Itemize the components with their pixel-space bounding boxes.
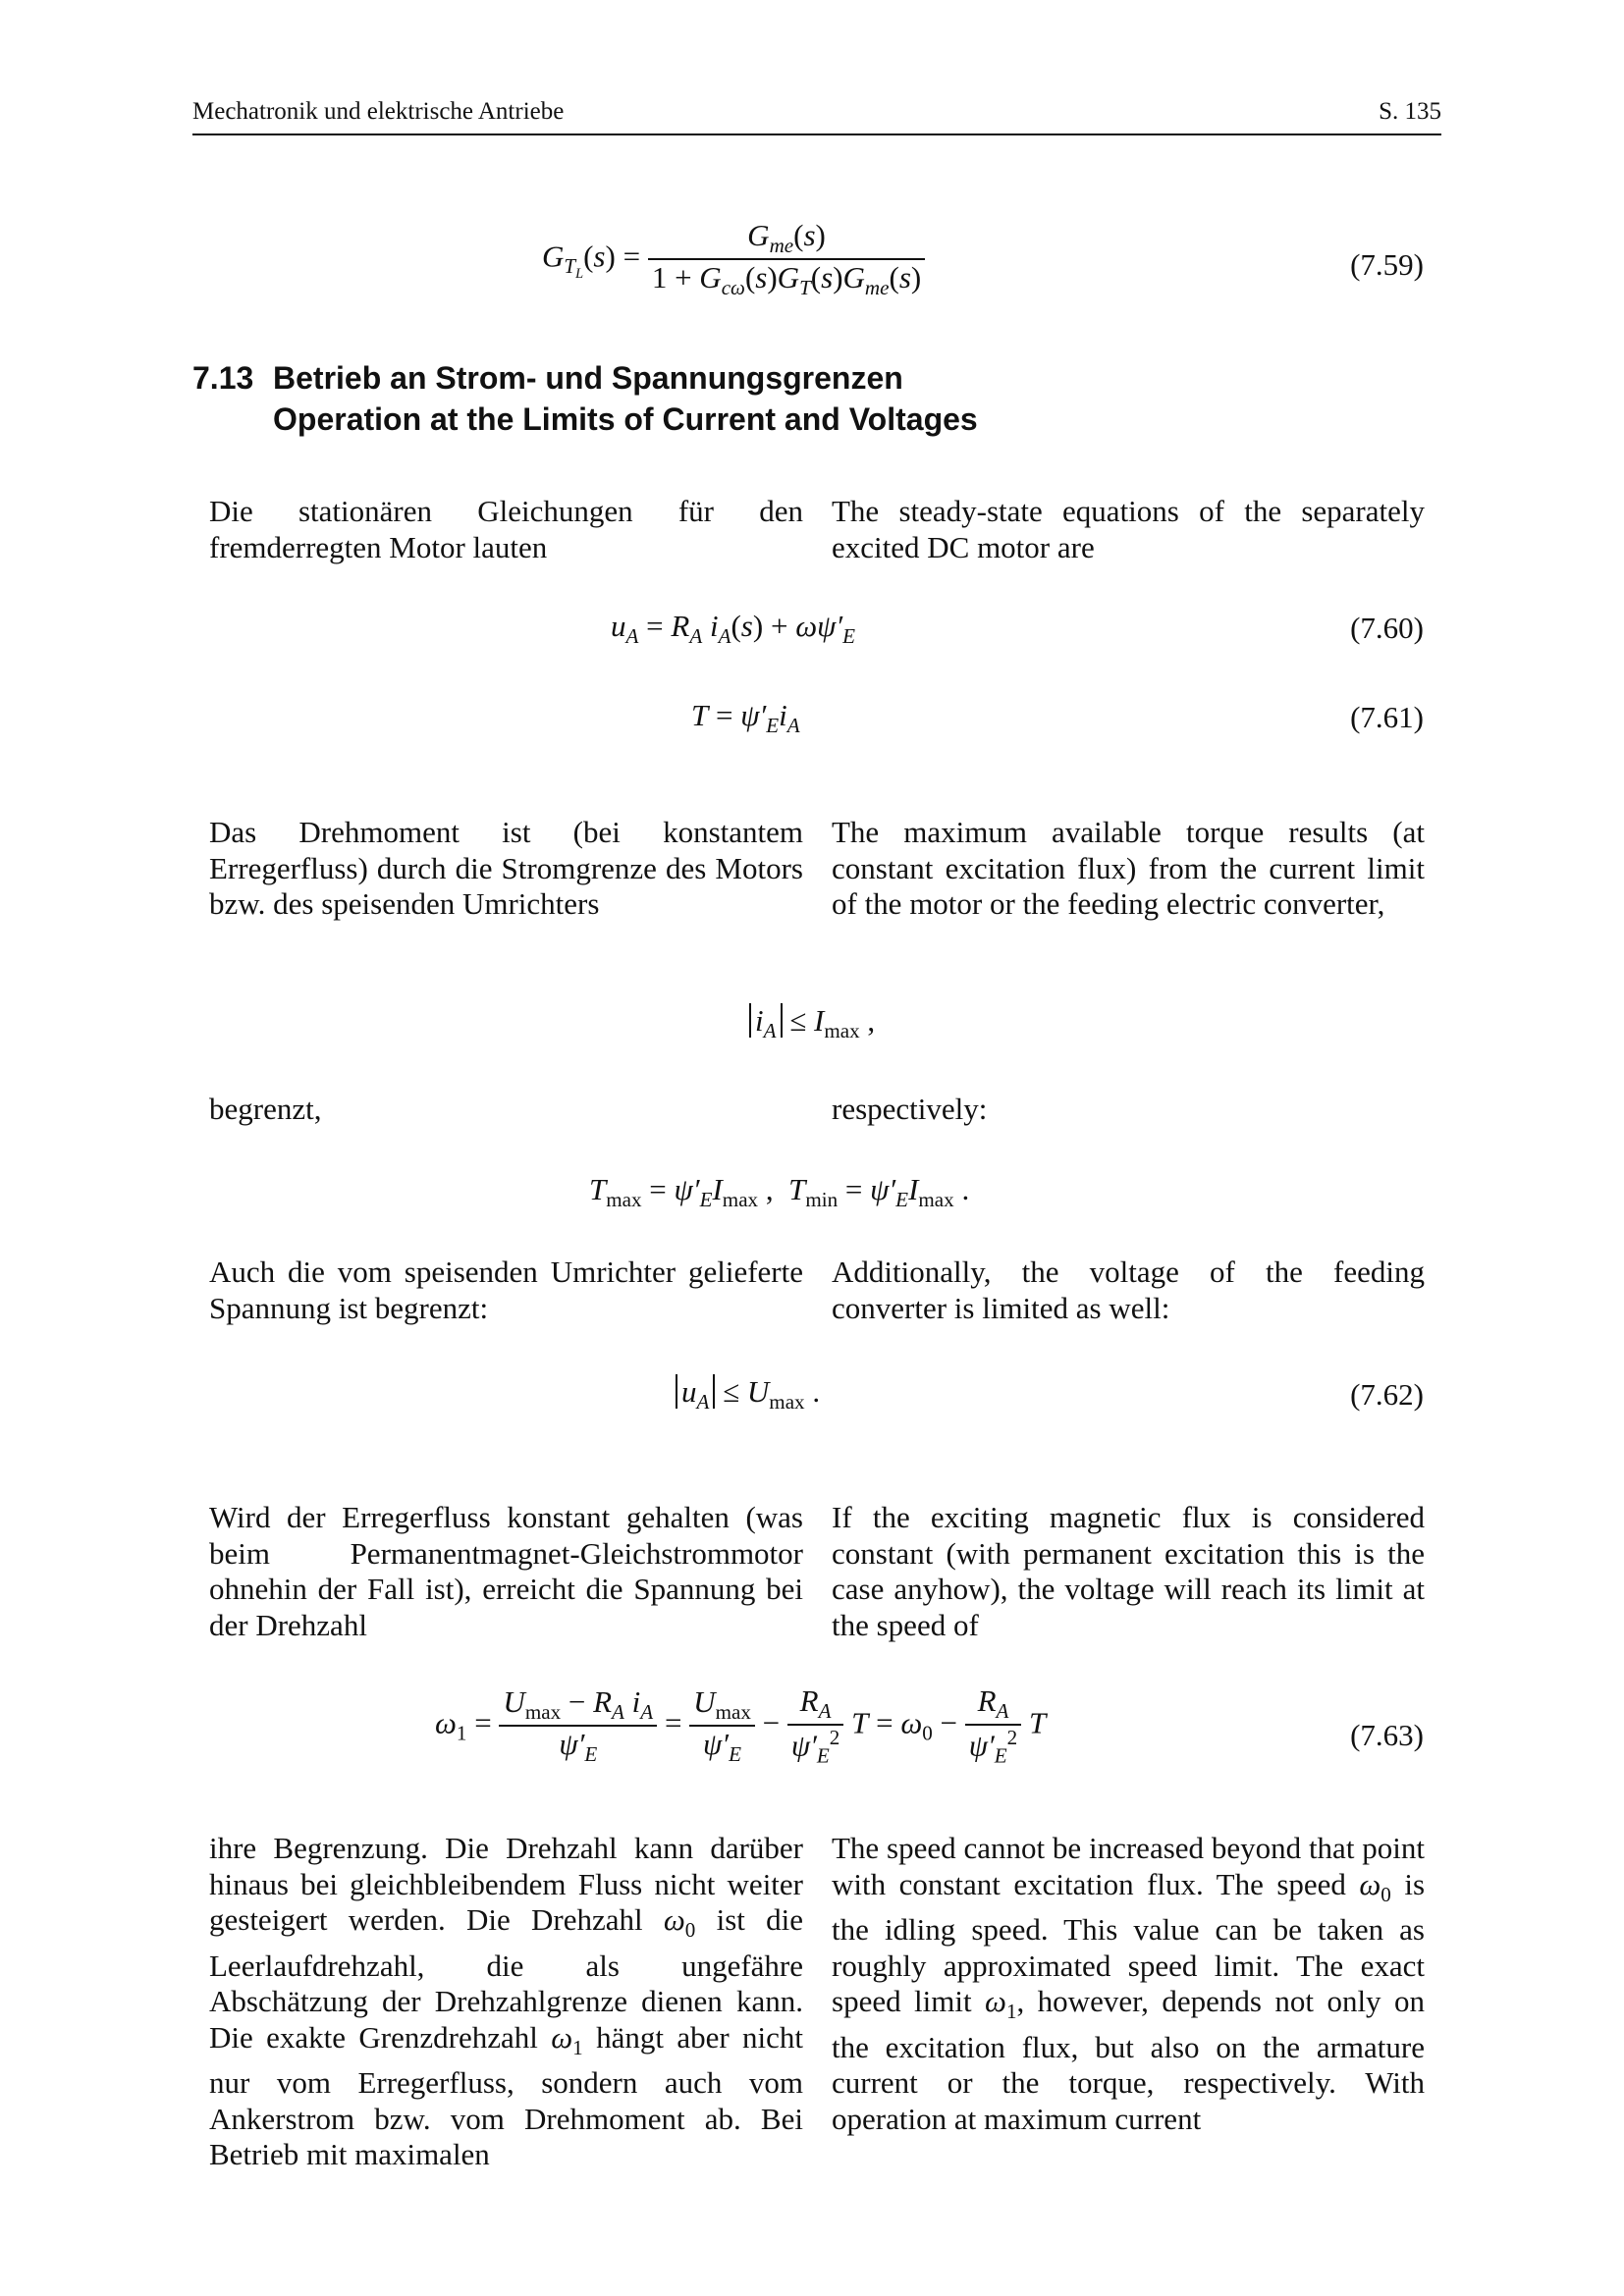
page-number: S. 135 bbox=[1379, 98, 1441, 125]
section-number: 7.13 bbox=[192, 360, 254, 396]
paragraph-en-6-part-b: is the idling speed. This value can be taken as roughly approximated speed limit. The exact speed limit bbox=[832, 1866, 1426, 2019]
section-title-de: Betrieb an Strom- und Spannungsgrenzen bbox=[273, 360, 903, 396]
section-title-en: Operation at the Limits of Current and Voltages bbox=[273, 401, 978, 437]
paragraph-de-6-part-b: ist die Leerlaufdrehzahl, die als ungefähre Abschätzung der Drehzahlgrenze dienen kann. Die exakte Grenzdrehzahl bbox=[209, 1902, 804, 2055]
paragraph-en-6-part-c: , however, depends not only on the excitation flux, but also on the armature current or the torque, respectively. With operation at maximum current bbox=[832, 1984, 1426, 2136]
paragraph-en-6-part-a: The speed cannot be increased beyond that point with constant excitation flux. The speed bbox=[832, 1831, 1425, 1901]
equation-7-59: $G_{T_L}(s)$ = $\frac{G_{me}(s)}{1 + G_{c\omega}(s)G_T(s)G_{me}(s)}$ bbox=[542, 218, 925, 300]
paragraph-en-4: Additionally, the voltage of the feeding converter is limited as well: bbox=[832, 1255, 1425, 1325]
paragraph-de-2: Das Drehmoment ist (bei konstantem Erregerfluss) durch die Stromgrenze des Motors bzw. des speisenden Umrichters bbox=[209, 815, 803, 921]
paragraph-de-6: ihre Begrenzung. Die Drehzahl kann darüber hinaus bei gleichbleibendem Fluss nicht weiter gesteigert werden. Die Drehzahl $\omega_0$ ist die Leerlaufdrehzahl, die als ungefähre Abschätzung der Drehzahlgrenze dienen kann. Die exakte Grenzdrehzahl $\omega_1$ hängt aber nicht nur vom Erregerfluss, sondern auch vom Ankerstrom bzw. vom Drehmoment ab. Bei Betrieb mit maximalen bbox=[209, 1831, 804, 2172]
paragraph-en-1: The steady-state equations of the separately excited DC motor are bbox=[832, 494, 1425, 564]
equation-7-60: $u_A = R_A$ $i_A(s) + \omega\psi'_E$ bbox=[611, 609, 856, 649]
equation-7-62: $u_A \le U_{max}$ . bbox=[676, 1374, 820, 1415]
paragraph-de-6-part-a: ihre Begrenzung. Die Drehzahl kann darüber hinaus bei gleichbleibendem Fluss nicht weiter gesteigert werden. Die Drehzahl bbox=[209, 1831, 803, 1937]
equation-number-7-63: (7.63) bbox=[1350, 1718, 1424, 1752]
equation-torque-limits: $T_{max} = \psi'_EI_{max}$ , $T_{min} = \psi'_EI_{max}$ . bbox=[589, 1172, 970, 1212]
equation-number-7-61: (7.61) bbox=[1350, 700, 1424, 734]
equation-current-limit: $i_A \le I_{max}$ , bbox=[749, 1003, 875, 1043]
paragraph-de-5: Wird der Erregerfluss konstant gehalten (was beim Permanentmagnet-Gleichstrommotor ohnehin der Fall ist), erreicht die Spannung bei der Drehzahl bbox=[209, 1500, 803, 1642]
equation-7-63: $\omega_1$ = $\frac{U_{max} - R_A i_A}{\psi'_E}$ = $\frac{U_{max}}{\psi'_E}$ − $\frac{R_A}{\psi'_E^2}$ $T = \omega_0$ − $\frac{R_A}{\psi'_E^2}$ T bbox=[435, 1683, 1047, 1768]
paragraph-en-3: respectively: bbox=[832, 1092, 988, 1126]
page-header bbox=[192, 98, 1441, 135]
paragraph-en-6: The speed cannot be increased beyond that point with constant excitation flux. The speed $\omega_0$ is the idling speed. This value can be taken as roughly approximated speed limit. The exact speed limit $\omega_1$, however, depends not only on the excitation flux, but also on the armature current or the torque, respectively. With operation at maximum current bbox=[832, 1831, 1426, 2136]
paragraph-en-2: The maximum available torque results (at constant excitation flux) from the current limit of the motor or the feeding electric converter, bbox=[832, 815, 1425, 921]
paragraph-de-6-part-c: hängt aber nicht nur vom Erregerfluss, sondern auch vom Ankerstrom bzw. vom Drehmoment ab. Bei Betrieb mit maximalen bbox=[209, 2019, 804, 2172]
header-title: Mechatronik und elektrische Antriebe bbox=[192, 98, 565, 125]
section-heading bbox=[192, 357, 978, 440]
paragraph-de-1: Die stationären Gleichungen für den fremderregten Motor lauten bbox=[209, 494, 803, 564]
paragraph-de-4: Auch die vom speisenden Umrichter gelieferte Spannung ist begrenzt: bbox=[209, 1255, 803, 1325]
paragraph-en-5: If the exciting magnetic flux is considered constant (with permanent excitation this is the case anyhow), the voltage will reach its limit at the speed of bbox=[832, 1500, 1425, 1642]
equation-number-7-60: (7.60) bbox=[1350, 611, 1424, 645]
equation-number-7-59: (7.59) bbox=[1350, 247, 1424, 282]
equation-7-61: $T = \psi'_Ei_A$ bbox=[691, 698, 800, 738]
paragraph-de-3: begrenzt, bbox=[209, 1092, 322, 1126]
equation-number-7-62: (7.62) bbox=[1350, 1377, 1424, 1412]
